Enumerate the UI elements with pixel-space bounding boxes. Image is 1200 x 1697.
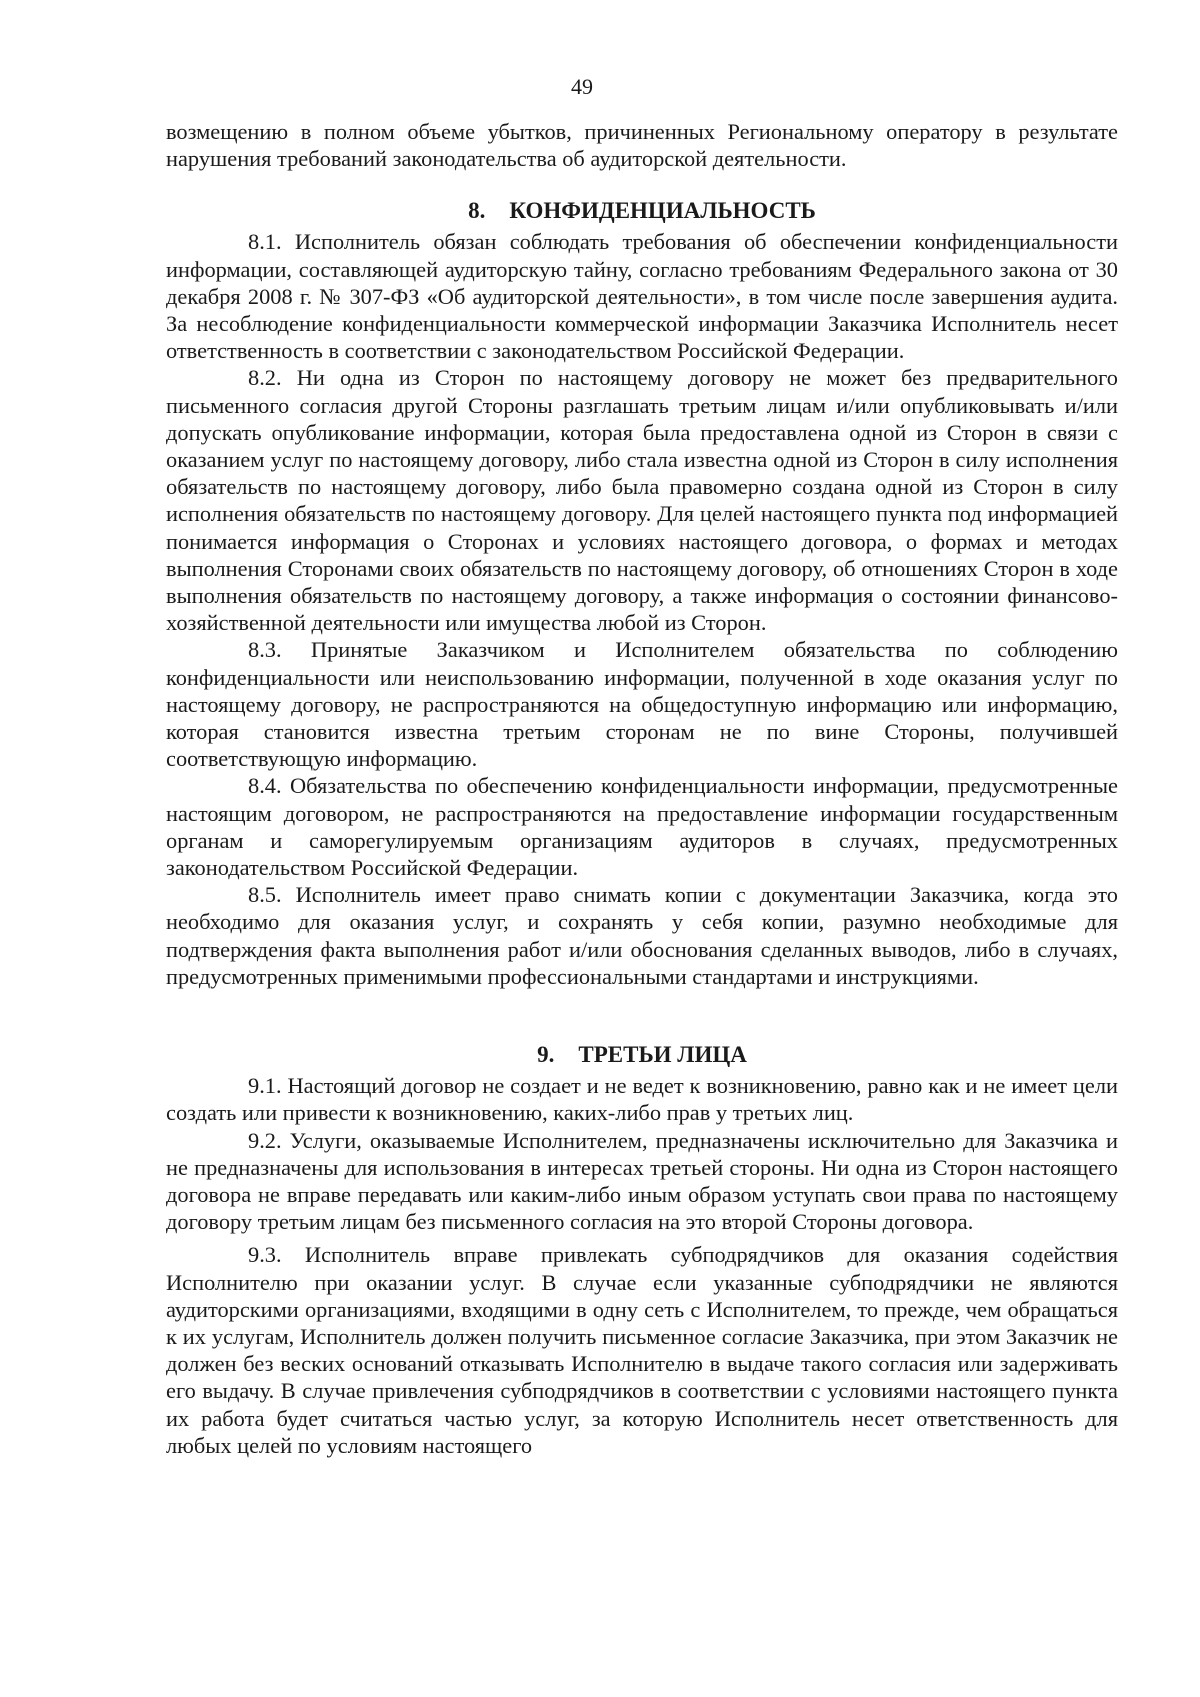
section-number: 9.: [537, 1042, 555, 1068]
page-number: 49: [571, 74, 593, 99]
section-spacer: [166, 990, 1118, 1016]
clause-8-2: 8.2. Ни одна из Сторон по настоящему договору не может без предварительного письменного согласия другой Стороны разглашать третьим лицам и/или опубликовывать и/или допускать опубликование информации, которая была предоставлена одной из Сторон в связи с оказанием услуг по настоящему договору, либо стала известна одной из Сторон в силу исполнения обязательств по настоящему договору, либо была правомерно создана одной из Сторон в силу исполнения обязательств по настоящему договору. Для целей настоящего пункта под информацией понимается информация о Сторонах и условиях настоящего договора, о формах и методах выполнения Сторонами своих обязательств по настоящему договору, об отношениях Сторон в ходе выполнения обязательств по настоящему договору, а также информация о состоянии финансово-хозяйственной деятельности или имущества любой из Сторон.: [166, 365, 1118, 636]
clause-8-1: 8.1. Исполнитель обязан соблюдать требования об обеспечении конфиденциальности информации, составляющей аудиторскую тайну, согласно требованиям Федерального закона от 30 декабря 2008 г. № 307-ФЗ «Об аудиторской деятельности», в том числе после завершения аудита. За несоблюдение конфиденциальности коммерческой информации Заказчика Исполнитель несет ответственность в соответствии с законодательством Российской Федерации.: [166, 229, 1118, 364]
clause-9-2: 9.2. Услуги, оказываемые Исполнителем, предназначены исключительно для Заказчика и не предназначены для использования в интересах третьей стороны. Ни одна из Сторон настоящего договора не вправе передавать или каким-либо иным образом уступать свои права по настоящему договору третьим лицам без письменного согласия на это второй Стороны договора.: [166, 1127, 1118, 1235]
section-heading-8: [166, 196, 1118, 226]
clause-8-3: 8.3. Принятые Заказчиком и Исполнителем обязательства по соблюдению конфиденциальности или неиспользованию информации, полученной в ходе оказания услуг по настоящему договору, не распространяются на общедоступную информацию или информацию, которая становится известна третьим сторонам не по вине Стороны, получившей соответствующую информацию.: [166, 637, 1118, 772]
clause-8-5: 8.5. Исполнитель имеет право снимать копии с документации Заказчика, когда это необходимо для оказания услуг, и сохранять у себя копии, разумно необходимые для подтверждения факта выполнения работ и/или обоснования сделанных выводов, либо в случаях, предусмотренных применимыми профессиональными стандартами и инструкциями.: [166, 882, 1118, 989]
clause-9-3: 9.3. Исполнитель вправе привлекать субподрядчиков для оказания содействия Исполнителю при оказании услуг. В случае если указанные субподрядчики не являются аудиторскими организациями, входящими в одну сеть с Исполнителем, то прежде, чем обращаться к их услугам, Исполнитель должен получить письменное согласие Заказчика, при этом Заказчик не должен без веских оснований отказывать Исполнителю в выдаче такого согласия или задерживать его выдачу. В случае привлечения субподрядчиков в соответствии с условиями настоящего пункта их работа будет считаться частью услуг, за которую Исполнитель несет ответственность для любых целей по условиям настоящего: [166, 1242, 1118, 1458]
section-title: КОНФИДЕНЦИАЛЬНОСТЬ: [509, 198, 816, 224]
section-title: ТРЕТЬИ ЛИЦА: [578, 1042, 747, 1068]
clause-8-4: 8.4. Обязательства по обеспечению конфиденциальности информации, предусмотренные настоящим договором, не распространяются на предоставление информации государственным органам и саморегулируемым организациям аудиторов в случаях, предусмотренных законодательством Российской Федерации.: [166, 773, 1118, 881]
clause-9-1: 9.1. Настоящий договор не создает и не ведет к возникновению, равно как и не имеет цели создать или привести к возникновению, каких-либо прав у третьих лиц.: [166, 1073, 1118, 1126]
section-number: 8.: [468, 198, 486, 224]
section-heading-9: [166, 1040, 1118, 1070]
intro-paragraph: возмещению в полном объеме убытков, причиненных Региональному оператору в результате нарушения требований законодательства об аудиторской деятельности.: [166, 119, 1118, 172]
